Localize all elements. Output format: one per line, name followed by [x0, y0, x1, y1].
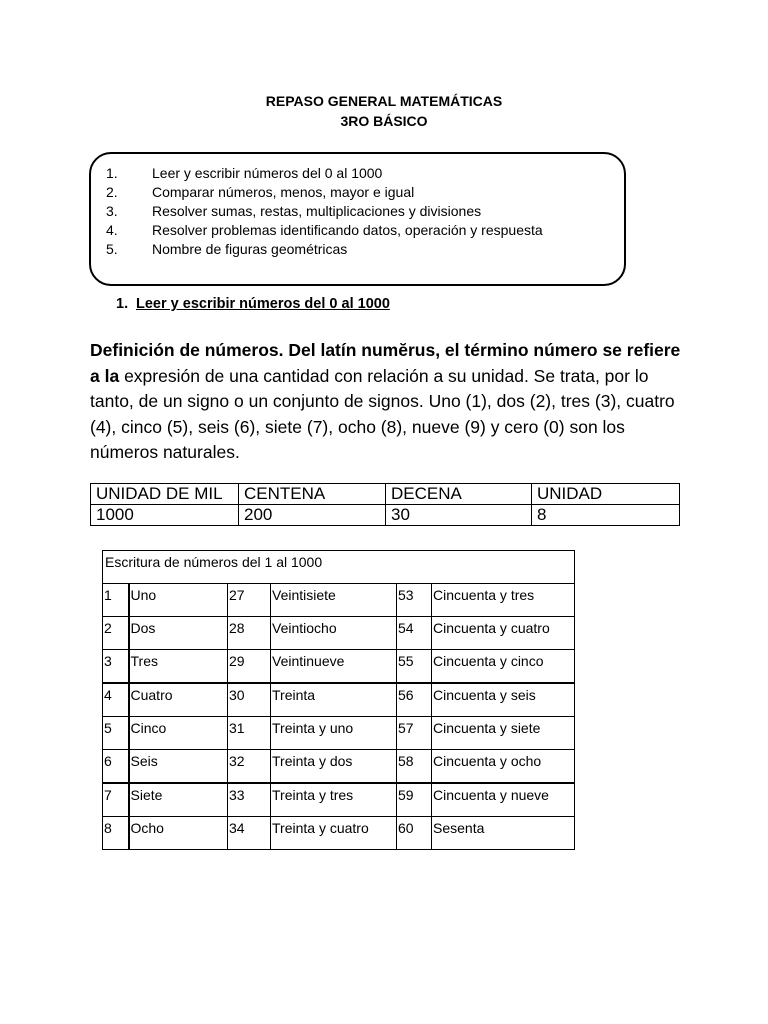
number-cell: 29 [228, 650, 271, 684]
objective-text: Resolver sumas, restas, multiplicaciones y divisiones [152, 203, 482, 219]
number-cell: 58 [397, 750, 432, 784]
number-cell: 31 [228, 717, 271, 750]
objective-text: Resolver problemas identificando datos, operación y respuesta [152, 222, 543, 238]
objective-text: Nombre de figuras geométricas [152, 241, 348, 257]
definition-lead: Definición de números. Del latín numĕrus, el término número se refiere a la [90, 340, 681, 386]
place-value-header: UNIDAD [532, 484, 680, 505]
word-cell: Ocho [129, 817, 228, 850]
number-cell: 32 [228, 750, 271, 784]
number-cell: 34 [228, 817, 271, 850]
word-cell: Cinco [129, 717, 228, 750]
word-cell: Cincuenta y cinco [432, 650, 575, 684]
section-number: 1. [116, 296, 129, 312]
table-row [103, 584, 575, 617]
objective-number: 2. [106, 184, 118, 200]
objective-item [106, 202, 543, 221]
number-cell: 1 [103, 584, 129, 617]
number-cell: 57 [397, 717, 432, 750]
word-cell: Cincuenta y tres [432, 584, 575, 617]
table-caption-row [103, 551, 575, 584]
number-cell: 60 [397, 817, 432, 850]
word-cell: Sesenta [432, 817, 575, 850]
place-value-cell: 30 [386, 505, 532, 526]
word-cell: Siete [129, 783, 228, 817]
word-cell: Treinta [271, 683, 397, 717]
table-row [103, 717, 575, 750]
word-cell: Veintisiete [271, 584, 397, 617]
place-value-header: CENTENA [239, 484, 386, 505]
place-value-header: UNIDAD DE MIL [91, 484, 239, 505]
table-row [103, 617, 575, 650]
place-value-cell: 1000 [91, 505, 239, 526]
document-subtitle: 3RO BÁSICO [340, 113, 428, 129]
number-cell: 3 [103, 650, 129, 684]
objective-item [106, 183, 543, 202]
number-cell: 56 [397, 683, 432, 717]
objectives-list [106, 164, 543, 259]
table-row [103, 783, 575, 817]
table-row [103, 817, 575, 850]
number-words-table [102, 550, 575, 850]
place-value-cell: 200 [239, 505, 386, 526]
number-cell: 27 [228, 584, 271, 617]
word-cell: Veintiocho [271, 617, 397, 650]
place-value-cell: 8 [532, 505, 680, 526]
definition-body: expresión de una cantidad con relación a su unidad. Se trata, por lo tanto, de un signo o un conjunto de signos. Uno (1), dos (2), tres (3), cuatro (4), cinco (5), seis (6), siete (7), ocho (8), nueve (9) y cero (0) son los números naturales. [90, 365, 675, 462]
objective-item [106, 221, 543, 240]
number-cell: 55 [397, 650, 432, 684]
word-cell: Veintinueve [271, 650, 397, 684]
number-cell: 53 [397, 584, 432, 617]
word-cell: Treinta y cuatro [271, 817, 397, 850]
objective-number: 1. [106, 165, 118, 181]
number-cell: 5 [103, 717, 129, 750]
word-cell: Seis [129, 750, 228, 784]
table-row [103, 750, 575, 784]
objective-number: 5. [106, 241, 118, 257]
number-cell: 2 [103, 617, 129, 650]
number-cell: 6 [103, 750, 129, 784]
number-cell: 4 [103, 683, 129, 717]
table-caption: Escritura de números del 1 al 1000 [103, 551, 575, 584]
word-cell: Cincuenta y cuatro [432, 617, 575, 650]
objective-text: Comparar números, menos, mayor e igual [152, 184, 415, 200]
number-cell: 7 [103, 783, 129, 817]
place-value-table [90, 483, 680, 526]
objective-item [106, 164, 543, 183]
place-value-header: DECENA [386, 484, 532, 505]
section-title: Leer y escribir números del 0 al 1000 [136, 296, 390, 312]
objective-item [106, 240, 543, 259]
word-cell: Uno [129, 584, 228, 617]
number-cell: 33 [228, 783, 271, 817]
document-title: REPASO GENERAL MATEMÁTICAS [265, 93, 503, 109]
definition-paragraph [90, 338, 690, 466]
word-cell: Cuatro [129, 683, 228, 717]
objective-number: 3. [106, 203, 118, 219]
word-cell: Cincuenta y ocho [432, 750, 575, 784]
place-value-row [91, 505, 680, 526]
word-cell: Cincuenta y siete [432, 717, 575, 750]
word-cell: Tres [129, 650, 228, 684]
number-cell: 8 [103, 817, 129, 850]
table-row [103, 650, 575, 684]
place-value-header-row [91, 484, 680, 505]
word-cell: Treinta y dos [271, 750, 397, 784]
section-heading [116, 294, 390, 314]
number-cell: 54 [397, 617, 432, 650]
objective-number: 4. [106, 222, 118, 238]
objective-text: Leer y escribir números del 0 al 1000 [152, 165, 383, 181]
word-cell: Dos [129, 617, 228, 650]
word-cell: Treinta y tres [271, 783, 397, 817]
table-row [103, 683, 575, 717]
word-cell: Cincuenta y nueve [432, 783, 575, 817]
word-cell: Cincuenta y seis [432, 683, 575, 717]
number-cell: 59 [397, 783, 432, 817]
number-cell: 30 [228, 683, 271, 717]
number-cell: 28 [228, 617, 271, 650]
word-cell: Treinta y uno [271, 717, 397, 750]
